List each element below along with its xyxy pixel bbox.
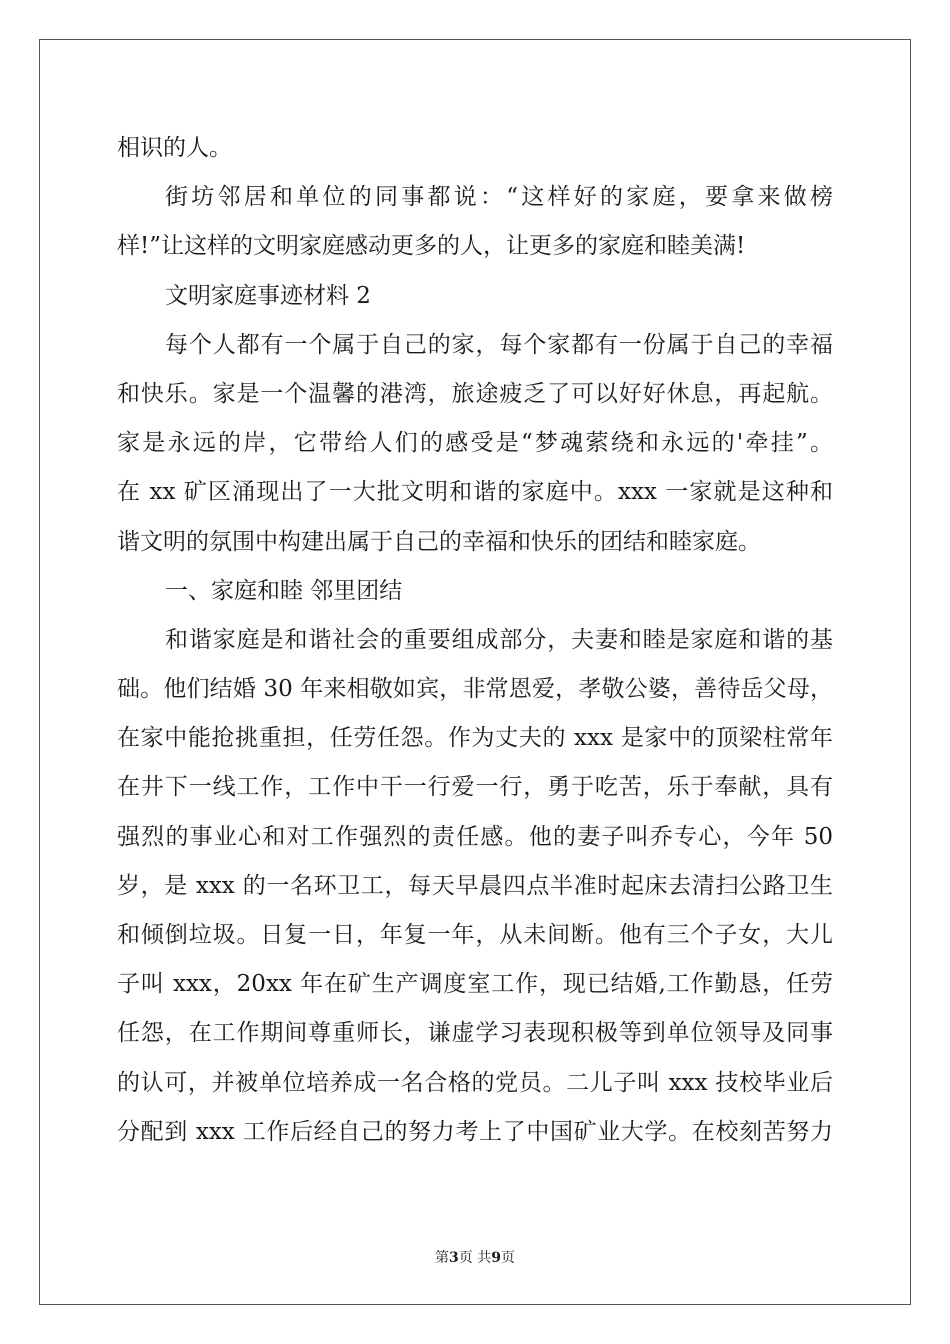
footer-prefix: 第 (435, 1250, 450, 1266)
text-line: 的认可，并被单位培养成一名合格的党员。二儿子叫 xxx 技校毕业后 (117, 1069, 833, 1096)
page-footer (0, 1247, 950, 1267)
text-line: 在家中能抢挑重担，任劳任怨。作为丈夫的 xxx 是家中的顶梁柱常年 (117, 725, 833, 752)
current-page-number: 3 (449, 1250, 459, 1266)
text-line: 谐文明的氛围中构建出属于自己的幸福和快乐的团结和睦家庭。 (117, 528, 761, 555)
text-line: 相识的人。 (117, 135, 232, 161)
text-line: 在井下一线工作，工作中干一行爱一行，勇于吃苦，乐于奉献，具有 (117, 774, 833, 801)
text-line: 分配到 xxx 工作后经自己的努力考上了中国矿业大学。在校刻苦努力 (117, 1118, 833, 1145)
text-line: 家是永远的岸，它带给人们的感受是“梦魂萦绕和永远的'牵挂”。 (117, 430, 833, 457)
footer-mid: 页 共 (458, 1250, 492, 1266)
section-heading: 一、家庭和睦 邻里团结 (165, 577, 403, 604)
text-line: 子叫 xxx，20xx 年在矿生产调度室工作，现已结婚,工作勤恳，任劳 (117, 971, 833, 998)
section-title: 文明家庭事迹材料 2 (165, 282, 371, 309)
paragraph-start-line: 街坊邻居和单位的同事都说：“这样好的家庭，要拿来做榜 (165, 184, 833, 211)
paragraph-start-line: 每个人都有一个属于自己的家，每个家都有一份属于自己的幸福 (165, 331, 833, 358)
text-line: 强烈的事业心和对工作强烈的责任感。他的妻子叫乔专心，今年 50 (117, 823, 833, 850)
text-line: 样!”让这样的文明家庭感动更多的人，让更多的家庭和睦美满! (117, 233, 746, 260)
document-body (117, 124, 833, 1157)
footer-suffix: 页 (500, 1250, 515, 1266)
text-line: 和快乐。家是一个温馨的港湾，旅途疲乏了可以好好休息，再起航。 (117, 380, 833, 407)
text-line: 任怨，在工作期间尊重师长，谦虚学习表现积极等到单位领导及同事 (117, 1020, 833, 1047)
text-line: 在 xx 矿区涌现出了一大批文明和谐的家庭中。xxx 一家就是这种和 (117, 479, 833, 506)
text-line: 岁，是 xxx 的一名环卫工，每天早晨四点半准时起床去清扫公路卫生 (117, 872, 833, 899)
total-page-count: 9 (491, 1250, 501, 1266)
text-line: 和倾倒垃圾。日复一日，年复一年，从未间断。他有三个子女，大儿 (117, 922, 833, 948)
text-line: 础。他们结婚 30 年来相敬如宾，非常恩爱，孝敬公婆，善待岳父母， (117, 676, 833, 703)
paragraph-start-line: 和谐家庭是和谐社会的重要组成部分，夫妻和睦是家庭和谐的基 (165, 626, 833, 653)
